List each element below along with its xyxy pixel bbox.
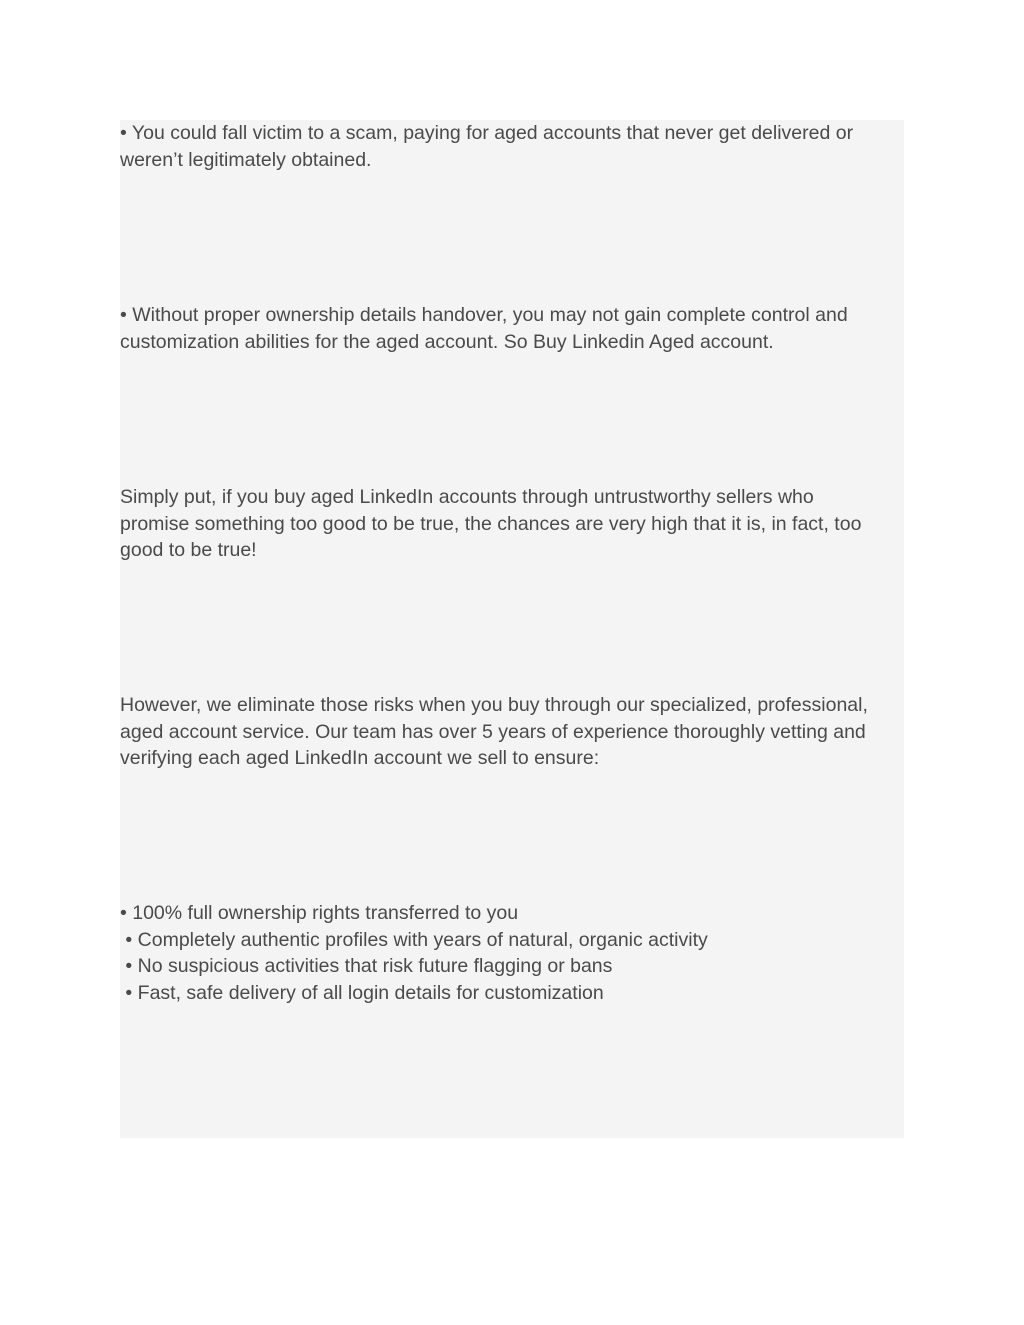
list-item: • No suspicious activities that risk future flagging or bans [120,955,613,977]
text-line: • You could fall victim to a scam, paying for aged accounts that never get delivered or [120,122,854,144]
paragraph-scam-risk [120,120,904,173]
paragraph-ownership-risk [120,302,904,355]
text-line: • Without proper ownership details handover, you may not gain complete control and [120,304,848,326]
text-line: verifying each aged LinkedIn account we sell to ensure: [120,747,600,769]
list-item: • Fast, safe delivery of all login details for customization [120,981,604,1004]
paragraph-guarantees-list [120,900,904,1006]
text-line: promise something too good to be true, the chances are very high that it is, in fact, too [120,512,862,535]
list-item: • 100% full ownership rights transferred to you [120,902,519,924]
paragraph-service-intro [120,692,904,772]
text-line: Simply put, if you buy aged LinkedIn accounts through untrustworthy sellers who [120,486,814,508]
text-line: weren’t legitimately obtained. [120,148,372,171]
text-line: customization abilities for the aged account. So Buy Linkedin Aged account. [120,330,774,353]
text-line: aged account service. Our team has over 5 years of experience thoroughly vetting and [120,720,866,743]
paragraph-summary [120,484,904,564]
text-line: good to be true! [120,539,257,561]
list-item: • Completely authentic profiles with years of natural, organic activity [120,928,708,951]
content-block [120,120,904,1138]
text-line: However, we eliminate those risks when you buy through our specialized, professional, [120,694,868,716]
